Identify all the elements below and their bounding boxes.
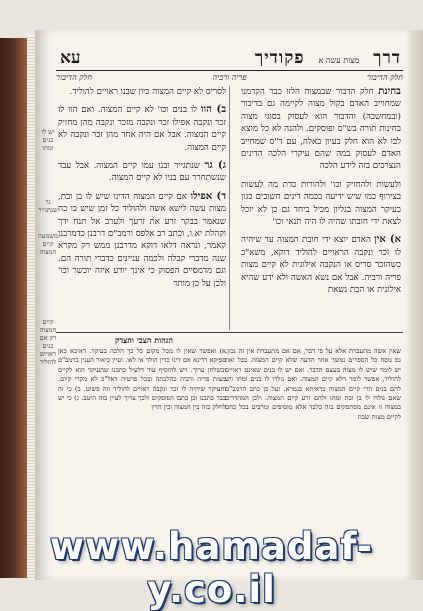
column-divider <box>229 86 230 330</box>
footnotes-left: א) ואפשר שאין לו מכל מקום כל כך הלכה בעיקר. דאיכא כאן ספיקא דדינא אם דינו כדין הולד אי לאו. ועיין ביאור הענין ברמב"ם ובשלחן ערוך. ויש להוסיף עוד דלעיל כתבנו שהעיקר הוא לקיים מצות פריה ורביה כהלכתה ובכל פרטיה דאל"כ לא מקרי קיום. והעיקר שיהיה לו זכר ונקבה ראויים להוליד וזה פשוט. ב) כי זה כבר כתבנו וכן כתבו הפוסקים ולכך צריך לעיין בזה היטב. ג) כי יש לחלק בזה בין המצוה ובין הדין <box>58 347 226 412</box>
paragraph <box>58 191 226 290</box>
margin-note: קיים המצוה רק אם בנים ראויים להוליד <box>39 318 57 366</box>
margin-note: גר שנתגייר <box>38 198 58 214</box>
notes-separator <box>56 332 403 333</box>
paragraph <box>241 234 401 296</box>
paragraph-lead: ג) גר <box>204 160 226 172</box>
main-column-right <box>241 86 401 303</box>
paragraph-text: אם קיים המצוה הדינו שיש לו בן ובת, מצות עשה לישא אשה ולהוליד כל זמן שיש בו כח שנאמר בבקר זרע את זרעך ולערב אל תנח ידך וקהלת יא ו, וכתב רב אלפס ורמב"ם דרבנן כדמרבנן קאמר, ונראה דלאו דוקא מדרבנן ממש רק מקרא שנה מדברי קבלה ולכמה עניינים כדברי תורה הם. וגם מדמסיים הפסוק כי אינך יודע איזה יוכשר וכו' ולכן על כן מותר <box>58 191 226 289</box>
subheader-right: חלק הדיבור <box>366 73 403 82</box>
paragraph <box>58 104 226 154</box>
book-spine <box>0 38 30 578</box>
subheader-left: חלק הדיבור <box>56 73 93 82</box>
margin-note: משמעה קיים המצוה <box>38 232 58 256</box>
paragraph-text: האדם יוצא ידי חובת המצוה עד שיהיה לו זכר ונקבה הראויים להוליד דוקא, משא"כ כשהזכר סריס או הנקבה אילונית לא קיים מצות פריה ורביה. אבל אם נשא האשה ולא ידע שהיא אילונית או הבת נשאת <box>241 235 401 296</box>
margin-note: יש לו בנים ומתו <box>41 128 55 152</box>
header-title-right: דרך <box>373 48 401 68</box>
paragraph-lead: בחינת <box>378 86 401 97</box>
paragraph <box>241 179 401 229</box>
paragraph <box>241 86 401 173</box>
header-title-center: פקודיך <box>254 48 305 68</box>
subheader-center: פריה ורביה <box>212 73 247 82</box>
notes-title: הגהות הצבי והצדק <box>114 335 174 345</box>
header-sub-center: מצות עשה א <box>318 56 360 65</box>
watermark: www.hamadaf-y.co.il <box>49 525 374 611</box>
paragraph <box>58 160 226 185</box>
paragraph-text: לסריס לא קיים המצוה כיון שבנו ראויים להוליד. <box>69 87 226 97</box>
header-rule <box>56 70 403 71</box>
paragraph-text: חלק הדבור שבמצוה הלזו כבר הקדמנו שמחוייב האדם בקול מצוה לקיימה גם בדיבור (ובמחשבה) והדבור הוא לעסוק בסוגי מצוה בחינות תורה בש"ס ופוסקים. ולהגה לא כל מוצא לבו לא הוא חלק בעיון באלה, עם ד"ס שמחייב האדם לעסוק במה שהם עיקרי הלכה הדינים הנצרכים בזה לידע הלכה <box>241 87 401 172</box>
paragraph <box>58 86 226 98</box>
running-header <box>60 48 401 70</box>
paragraph-text: ולעשות ולהחזיק וכו' ולהורות כדת מה לעשות בצירוף כמו שיש ידיעה בכמה דינים חשובים כגון בעיקר המצוה בגליון מכיל ביחד גם כן לא יוכל לצאת ידי חובתו שהיה לו היה תנאי וכו' <box>241 179 401 228</box>
paragraph-lead: א) אין <box>374 234 402 246</box>
page-right-edge <box>411 30 423 580</box>
page-number: עא <box>60 48 81 68</box>
footnotes-right: שאין אשה מתעברת אלא על פי דבר, אם אם מתעברת אין זה נכון. גם נוסח כל הספרים נמשך אחר הדעה שלא קיים המצוה. בכל זאת יש לומר שיש לו מצוה בעצם הדבר. ואם יש לו בנים שאינם ראויים להוליד, אפשר לומר דלא קיים המצוה. ואם נולדו לו בנים ומתו ויש להם בנים הרי קיים המצוה כדאיתא בגמרא. ועל כן כתב הרמב"ם שאם נולדו לו בן ובת ומתו ולהם זרע קיים המצוה. ולכן המהדרים במצוה זו אינם מסתפקים בזה בלבד אלא מוסיפים ומרבים בכל כחם לקיים מצות שבת <box>225 347 401 421</box>
paragraph-lead: ד) אפילו <box>190 190 226 202</box>
main-column-left <box>58 86 226 296</box>
paragraph-text: לו בנים וכו' לא קיים המצוה. ואם הוו לו זכר ונקבה אפילו זכר ונקבה מזכר ונקבה מהן מחזיק קיים המצוה. אבל אם היה אחד מהן זכר ונקבה לא קיים המצוה. <box>58 105 226 153</box>
paragraph-lead: ב) הוו <box>200 104 227 116</box>
paragraph-text: שנתגייר ובנו עמו קיים המצוה. אבל עבד שנשתחרר עם בניו לא קיים המצוה. <box>58 161 226 184</box>
sub-header <box>56 73 403 85</box>
